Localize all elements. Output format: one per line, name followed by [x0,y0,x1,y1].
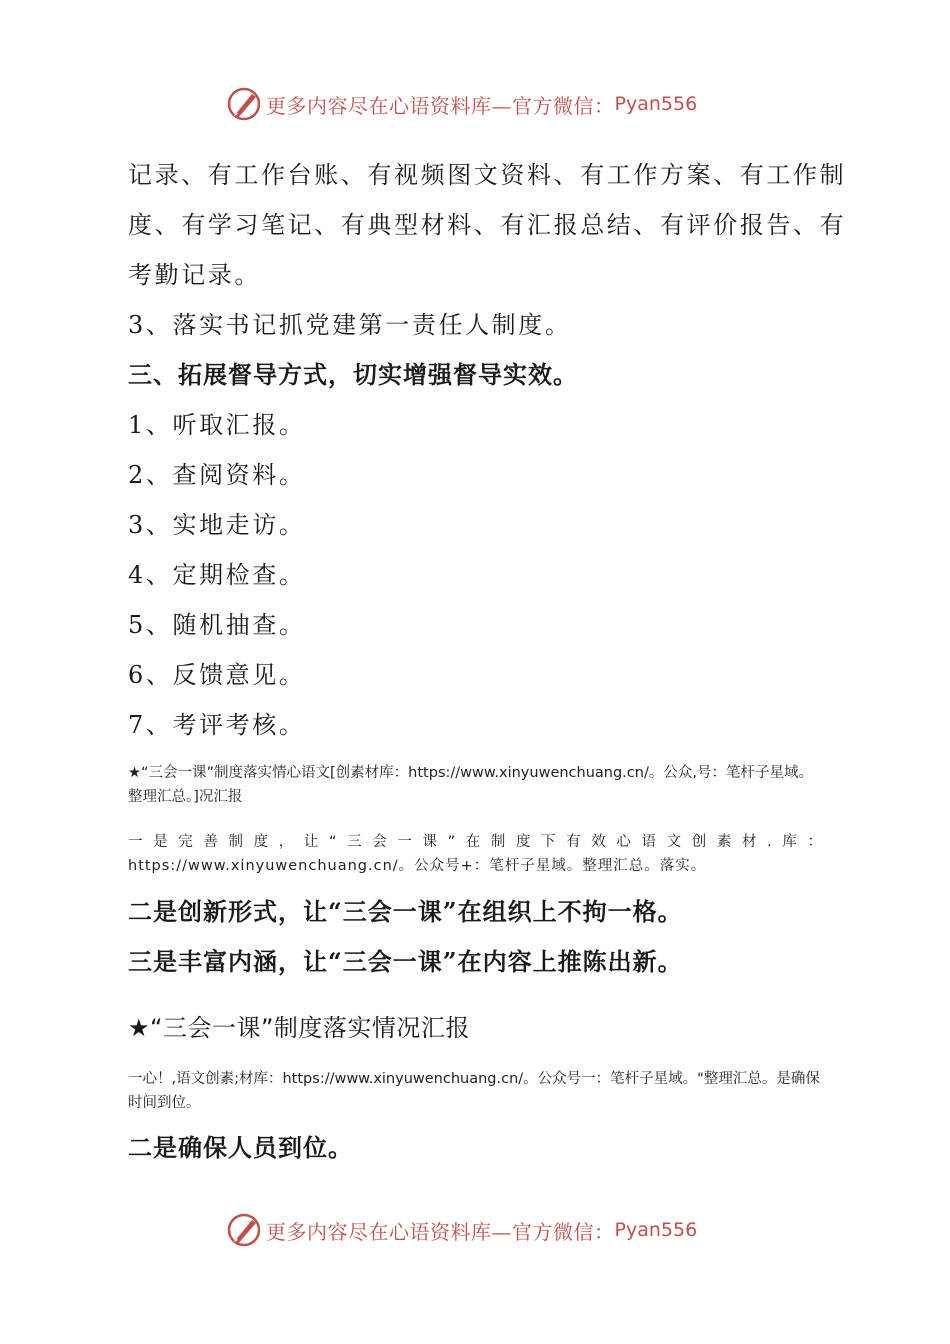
header-banner [0,84,950,124]
paragraph-line-3: 考勤记录。 [128,261,261,289]
footer-banner [0,1210,950,1250]
list-item: 3、实地走访。 [128,511,306,539]
bold-line-1: 二是创新形式，让“三会一课”在组织上不拘一格。 [128,897,683,926]
pen-logo-icon [226,86,262,122]
small-paragraph-2: 一是完善制度，让“三会一课”在制度下有效心语文创素材.库：https://www.xinyuwenchuang.cn/。公众号+：笔杆子星域。整理汇总。落实。 [128,834,823,874]
pen-logo-icon [226,1212,262,1248]
section-3-heading: 三、拓展督导方式，切实增强督导实效。 [128,360,578,389]
small-paragraph-1: ★“三会一课”制度落实情心语文[创素材库：https://www.xinyuwenchuang.cn/。公众,号：笔杆子星域。整理汇总。]况汇报 [128,765,813,805]
banner-text: 更多内容尽在心语资料库—官方微信： [266,1219,615,1244]
list-item: 5、随机抽查。 [128,611,306,639]
list-item: 2、查阅资料。 [128,461,306,489]
report-heading: ★“三会一课”制度落实情况汇报 [128,1014,470,1042]
banner-text: 更多内容尽在心语资料库—官方微信： [266,93,615,118]
paragraph-line-1: 记录、有工作台账、有视频图文资料、有工作方案、有工作制 [128,161,847,189]
list-item: 1、听取汇报。 [128,411,306,439]
small-paragraph-3: 一心！,语文创素;材库：https://www.xinyuwenchuang.cn/。公众号一：笔杆子星域。"整理汇总。是确保时间到位。 [128,1071,820,1111]
paragraph-line-2: 度、有学习笔记、有典型材料、有汇报总结、有评价报告、有 [128,211,847,239]
list-item: 7、考评考核。 [128,711,306,739]
item-3: 3、落实书记抓党建第一责任人制度。 [128,311,572,339]
list-item: 6、反馈意见。 [128,661,306,689]
banner-wechat-id: Pyan556 [614,1219,698,1241]
banner-wechat-id: Pyan556 [614,93,698,115]
bold-line-3: 二是确保人员到位。 [128,1133,353,1162]
bold-line-2: 三是丰富内涵，让“三会一课”在内容上推陈出新。 [128,947,683,976]
list-item: 4、定期检查。 [128,561,306,589]
